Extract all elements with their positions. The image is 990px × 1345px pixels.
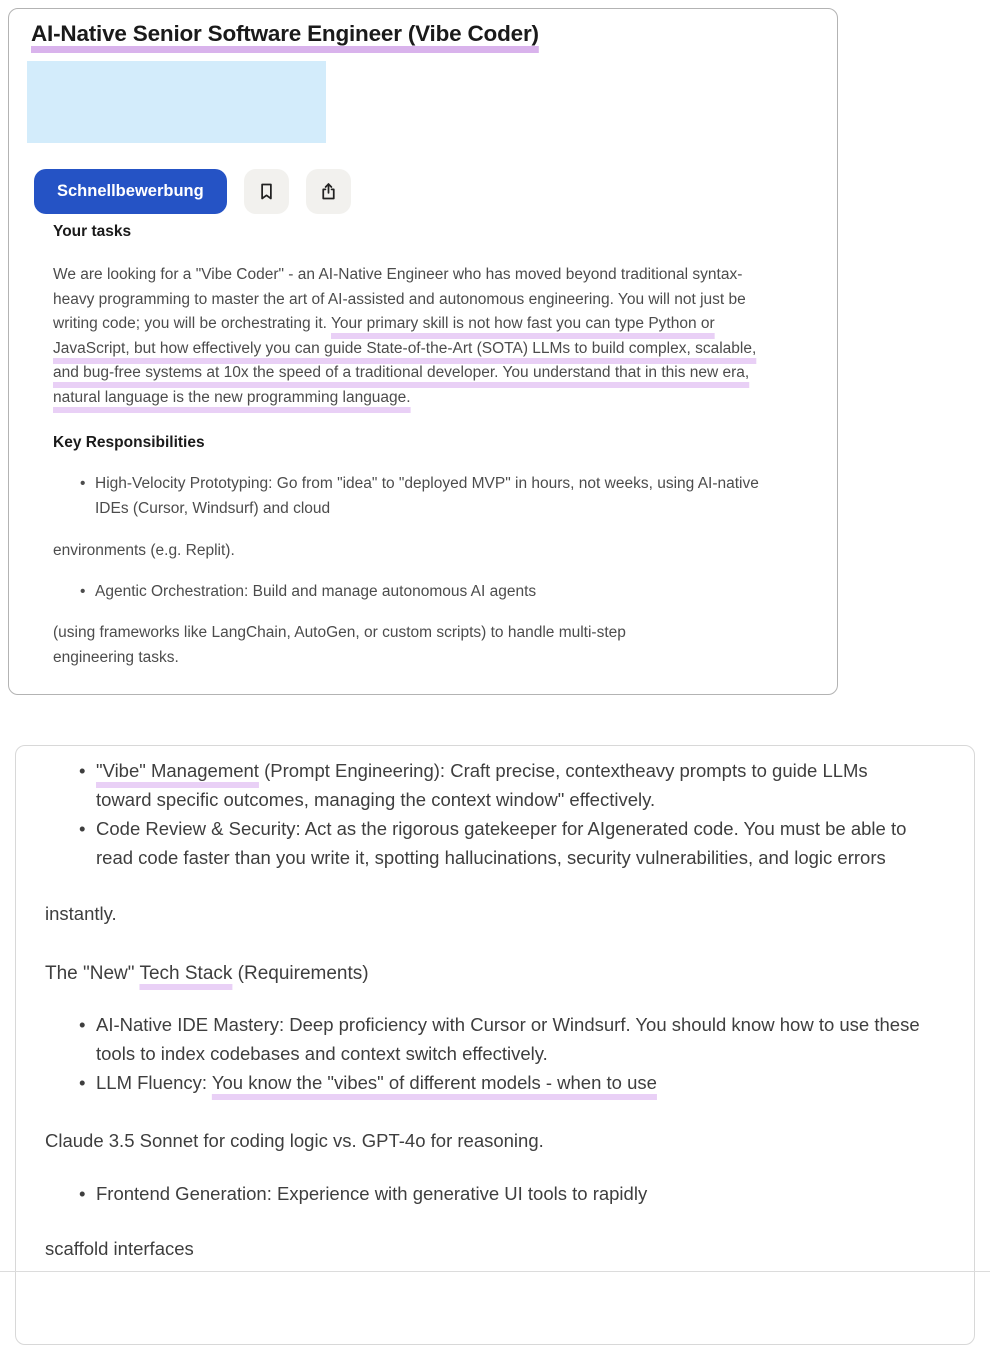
responsibilities-list-continued — [45, 756, 944, 872]
responsibilities-list — [53, 580, 817, 605]
share-icon — [318, 181, 339, 202]
scaffold-paragraph: scaffold interfaces — [45, 1238, 194, 1259]
bookmark-icon — [256, 181, 277, 202]
hero-image-placeholder — [27, 61, 326, 143]
job-description — [53, 223, 817, 670]
share-button[interactable] — [306, 169, 351, 214]
tech-stack-heading: The "New" Tech Stack (Requirements) — [45, 963, 369, 984]
quick-apply-button[interactable]: Schnellbewerbung — [34, 169, 227, 214]
frameworks-paragraph: (using frameworks like LangChain, AutoGen, or custom scripts) to handle multi-step engineering tasks. — [53, 624, 626, 666]
key-responsibilities-heading: Key Responsibilities — [53, 434, 205, 451]
list-item: • Code Review & Security: Act as the rigorous gatekeeper for AIgenerated code. You must be able to read code faster than you write it, spotting hallucinations, security vulnerabilities, and logic errors — [96, 814, 928, 872]
instantly-paragraph: instantly. — [45, 903, 117, 924]
requirements-list — [45, 1010, 944, 1097]
claude-paragraph: Claude 3.5 Sonnet for coding logic vs. GPT-4o for reasoning. — [45, 1130, 544, 1151]
requirements-list — [45, 1179, 944, 1208]
list-item: • Frontend Generation: Experience with generative UI tools to rapidly — [96, 1179, 928, 1208]
your-tasks-heading: Your tasks — [53, 223, 132, 240]
job-requirements-card — [15, 745, 975, 1345]
list-item: • LLM Fluency: You know the "vibes" of different models - when to use — [96, 1068, 928, 1097]
list-item: • "Vibe" Management (Prompt Engineering): Craft precise, contextheavy prompts to guide LLMs toward specific outcomes, managing the context window" effectively. — [96, 756, 928, 814]
bookmark-button[interactable] — [244, 169, 289, 214]
list-item: • AI-Native IDE Mastery: Deep proficiency with Cursor or Windsurf. You should know how to use these tools to index codebases and context switch effectively. — [96, 1010, 928, 1068]
list-item: • High-Velocity Prototyping: Go from "idea" to "deployed MVP" in hours, not weeks, using AI-native IDEs (Cursor, Windsurf) and cloud — [95, 472, 763, 521]
responsibilities-list — [53, 472, 817, 521]
list-item: • Agentic Orchestration: Build and manage autonomous AI agents — [95, 580, 763, 605]
environments-paragraph: environments (e.g. Replit). — [53, 542, 235, 559]
viewport-bottom-divider — [0, 1271, 990, 1272]
page-title: AI-Native Senior Software Engineer (Vibe Coder) — [31, 21, 539, 46]
intro-paragraph: We are looking for a "Vibe Coder" - an AI-Native Engineer who has moved beyond traditional syntax-heavy programming to master the art of AI-assisted and autonomous engineering. You will not just be writing code; you will be orchestrating it. Your primary skill is not how fast you can type Python or JavaScript, but how effectively you can guide State-of-the-Art (SOTA) LLMs to build complex, scalable, and bug-free systems at 10x the speed of a traditional developer. You understand that in this new era, natural language is the new programming language. — [53, 266, 757, 406]
job-posting-card — [8, 8, 838, 695]
action-bar — [34, 169, 817, 214]
